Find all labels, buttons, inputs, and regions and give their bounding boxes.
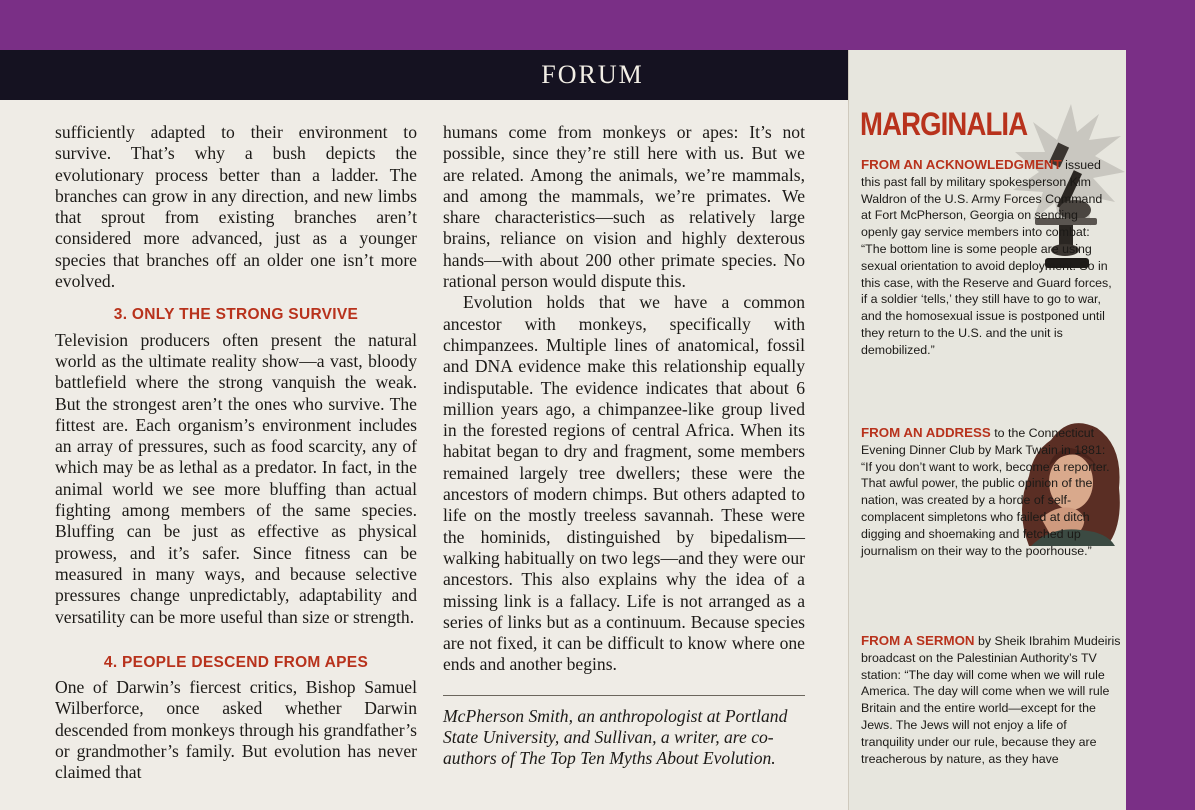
paragraph: sufficiently adapted to their environment to survive. That’s why a bush depicts the evolutionary process better than a ladder. The branches can grow in any direction, and new limbs that sprout from existing branches aren’t considered more advanced, just as a younger species that branches off an older one isn’t more evolved.: [55, 122, 417, 292]
sidebar-title: MARGINALIA: [860, 106, 1028, 142]
subhead-strong-survive: 3. ONLY THE STRONG SURVIVE: [113, 306, 359, 324]
marginalia-item: [861, 157, 1113, 359]
marginalia-item: [861, 425, 1113, 559]
author-bio: McPherson Smith, an anthropologist at Portland State University, and Sullivan, a writer, are co-authors of The Top Ten Myths About Evolution.: [443, 705, 788, 769]
item-text: to the Connecticut Evening Dinner Club by Mark Twain in 1881: “If you don’t want to work, become a reporter. That awful power, the public opinion of the nation, was created by a horde of self-complacent simpletons who failed at ditch digging and shoemaking and fetched up journalism on their way to the poorhouse.”: [861, 426, 1110, 558]
paragraph: humans come from monkeys or apes: It’s not possible, since they’re still here with us. But we are related. Among the animals, we’re mammals, and among the mammals, we’re primates. We share characteristics—such as relatively large brains, reliance on vision and highly dexterous hands—with about 200 other primate species. No rational person would dispute this.: [443, 122, 805, 292]
paragraph: Evolution holds that we have a common ancestor with monkeys, specifically with chimpanzees. Multiple lines of anatomical, fossil and DNA evidence make this relationship equally indisputable. The evidence indicates that about 6 million years ago, a chimpanzee-like group lived in the forested regions of central Africa. When its habitat began to dry and fragment, some members remained largely tree dwellers; these were the ancestors of modern chimps. But others adapted to life on the mostly treeless savannah. These were the hominids, distinguished by bipedalism—walking habitually on two legs—and they were our ancestors. This also explains why the idea of a missing link is a fallacy. Life is not arranged as a series of links but as a continuum. Because species are not fixed, it can be difficult to know where one ends and another begins.: [443, 292, 805, 675]
item-kicker: FROM A SERMON: [861, 633, 975, 648]
article-column-2: [443, 122, 805, 770]
item-kicker: FROM AN ACKNOWLEDGMENT: [861, 157, 1062, 172]
marginalia-item: [861, 633, 1121, 767]
paragraph: Television producers often present the natural world as the ultimate reality show—a vast, bloody battlefield where the strong vanquish the weak. But the strongest aren’t the ones who survive. The fittest are. Each organism’s environment includes an array of pressures, such as food scarcity, any of which may be as lethal as a predator. In fact, in the animal world we see more bluffing than actual fighting among members of the same species. Bluffing can be just as effective as physical prowess, and it’s safer. Since fitness can be measured in many ways, and because selective pressures change unpredictably, adaptability and versatility can be more useful than size or strength.: [55, 329, 417, 627]
marginalia-sidebar: [848, 50, 1126, 810]
divider: [443, 695, 805, 696]
item-text: issued this past fall by military spokesperson Kim Waldron of the U.S. Army Forces Command at Fort McPherson, Georgia on sending openly gay service members into combat: “The bottom line is some people are using sexual orientation to avoid deployment. So in this case, with the Reserve and Guard forces, if a soldier ‘tells,’ they still have to go to war, and the homosexual issue is postponed until they return to the U.S. and the unit is demobilized.”: [861, 158, 1112, 357]
paragraph: One of Darwin’s fiercest critics, Bishop Samuel Wilberforce, once asked whether Darwin descended from monkeys through his grandfather’s or grandmother’s family. But evolution has never claimed that: [55, 677, 417, 783]
item-kicker: FROM AN ADDRESS: [861, 425, 991, 440]
article-column-1: [55, 122, 417, 784]
item-text: by Sheik Ibrahim Mudeiris broadcast on the Palestinian Authority’s TV station: “The day will come when we will rule America. The day will come when we will rule Britain and the entire world—except for the Jews. The Jews will not enjoy a life of tranquility under our rule, because they are treacherous by nature, as they have: [861, 634, 1121, 766]
section-title: FORUM: [541, 60, 644, 89]
subhead-descend-apes: 4. PEOPLE DESCEND FROM APES: [103, 653, 369, 671]
